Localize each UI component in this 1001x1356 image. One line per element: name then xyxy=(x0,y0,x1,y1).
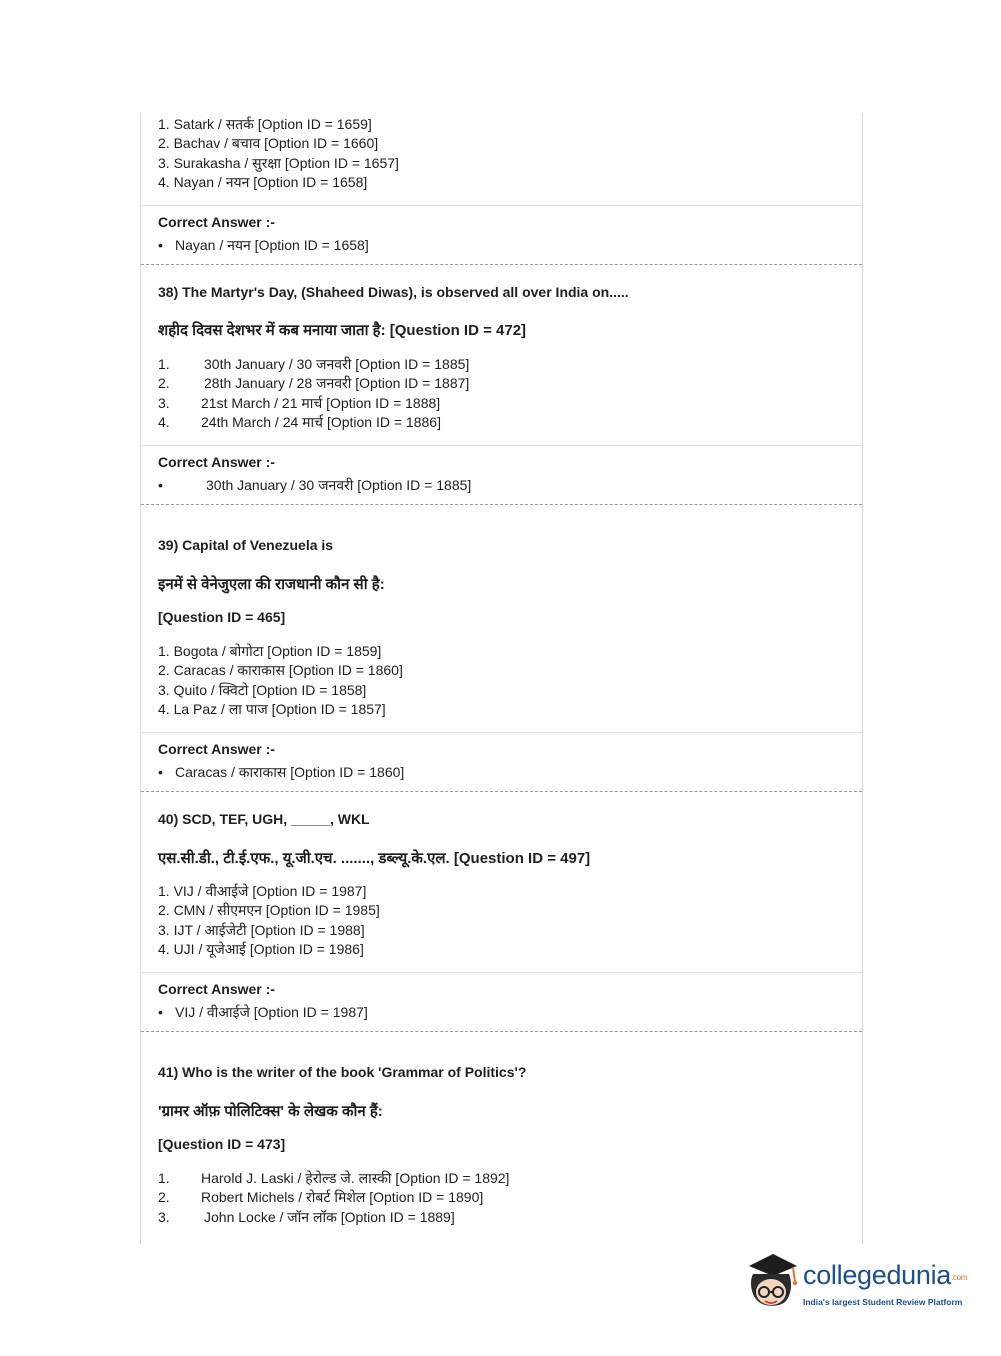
option-number: 3. xyxy=(158,1209,170,1225)
q39-correct-label: Correct Answer :- xyxy=(158,741,275,757)
q38-option-4 xyxy=(158,413,441,432)
bullet: • xyxy=(158,237,163,253)
logo-tagline: India's largest Student Review Platform xyxy=(803,1297,963,1307)
question-separator xyxy=(141,264,862,265)
question-separator xyxy=(141,504,862,505)
option-number: 4. xyxy=(158,414,170,430)
q38-option-1 xyxy=(158,355,469,374)
q40-option-3: 3. IJT / आईजेटी [Option ID = 1988] xyxy=(158,922,365,938)
q38-answer-text: 30th January / 30 जनवरी [Option ID = 1885] xyxy=(206,477,472,493)
mascot-icon xyxy=(745,1252,801,1314)
option-text: 30th January / 30 जनवरी [Option ID = 1885] xyxy=(204,356,470,372)
q41-option-3 xyxy=(158,1208,455,1227)
q40-answer xyxy=(158,1003,368,1022)
logo-wordmark xyxy=(803,1260,967,1291)
q39-option-3: 3. Quito / क्विटो [Option ID = 1858] xyxy=(158,682,367,698)
divider xyxy=(141,732,862,733)
q40-option-4: 4. UJI / यूजेआई [Option ID = 1986] xyxy=(158,941,364,957)
q40-option-1: 1. VIJ / वीआईजे [Option ID = 1987] xyxy=(158,883,367,899)
q40-option-2: 2. CMN / सीएमएन [Option ID = 1985] xyxy=(158,902,380,918)
question-separator xyxy=(141,1031,862,1032)
q38-hindi: शहीद दिवस देशभर में कब मनाया जाता है: [Question ID = 472] xyxy=(158,322,527,339)
q39-title: 39) Capital of Venezuela is xyxy=(158,537,334,553)
divider xyxy=(141,205,862,206)
option-text: 28th January / 28 जनवरी [Option ID = 1887] xyxy=(204,375,470,391)
logo-name: collegedunia xyxy=(803,1260,952,1290)
q41-hindi: 'ग्रामर ऑफ़ पोलिटिक्स' के लेखक कौन हैं: xyxy=(158,1103,383,1120)
q40-correct-label: Correct Answer :- xyxy=(158,981,275,997)
logo-domain: .com xyxy=(951,1273,968,1282)
q37-answer xyxy=(158,236,369,255)
q41-option-2 xyxy=(158,1188,483,1207)
q37-answer-text: Nayan / नयन [Option ID = 1658] xyxy=(175,237,369,253)
option-number: 2. xyxy=(158,375,170,391)
bullet: • xyxy=(158,477,163,493)
option-text: Harold J. Laski / हेरोल्ड जे. लास्की [Option ID = 1892] xyxy=(201,1170,510,1186)
bullet: • xyxy=(158,1004,163,1020)
q37-option-2: 2. Bachav / बचाव [Option ID = 1660] xyxy=(158,135,379,151)
divider xyxy=(141,445,862,446)
q38-answer xyxy=(158,476,471,495)
option-number: 1. xyxy=(158,1170,170,1186)
q37-option-3: 3. Surakasha / सुरक्षा [Option ID = 1657] xyxy=(158,155,399,171)
q38-option-2 xyxy=(158,374,469,393)
q38-correct-label: Correct Answer :- xyxy=(158,454,275,470)
bullet: • xyxy=(158,764,163,780)
option-text: 24th March / 24 मार्च [Option ID = 1886] xyxy=(201,414,441,430)
q40-title: 40) SCD, TEF, UGH, _____, WKL xyxy=(158,811,370,827)
q41-title: 41) Who is the writer of the book 'Grammar of Politics'? xyxy=(158,1064,527,1080)
option-text: Robert Michels / रोबर्ट मिशेल [Option ID = 1890] xyxy=(201,1189,484,1205)
q37-correct-label: Correct Answer :- xyxy=(158,214,275,230)
q41-option-1 xyxy=(158,1169,509,1188)
divider xyxy=(141,972,862,973)
q39-option-1: 1. Bogota / बोगोटा [Option ID = 1859] xyxy=(158,643,382,659)
q39-answer xyxy=(158,763,404,782)
q39-answer-text: Caracas / काराकास [Option ID = 1860] xyxy=(175,764,405,780)
question-paper xyxy=(140,113,863,1244)
option-text: 21st March / 21 मार्च [Option ID = 1888] xyxy=(201,395,441,411)
option-text: John Locke / जॉन लॉक [Option ID = 1889] xyxy=(204,1209,455,1225)
question-separator xyxy=(141,791,862,792)
option-number: 2. xyxy=(158,1189,170,1205)
q39-option-2: 2. Caracas / काराकास [Option ID = 1860] xyxy=(158,662,403,678)
q40-answer-text: VIJ / वीआईजे [Option ID = 1987] xyxy=(175,1004,368,1020)
q38-option-3 xyxy=(158,394,440,413)
q39-option-4: 4. La Paz / ला पाज [Option ID = 1857] xyxy=(158,701,386,717)
q39-hindi: इनमें से वेनेजुएला की राजधानी कौन सी है: xyxy=(158,576,385,593)
option-number: 1. xyxy=(158,356,170,372)
q39-question-id: [Question ID = 465] xyxy=(158,609,286,625)
q37-option-1: 1. Satark / सतर्क [Option ID = 1659] xyxy=(158,116,372,132)
q40-hindi: एस.सी.डी., टी.ई.एफ., यू.जी.एच. ......., डब्ल्यू.के.एल. [Question ID = 497] xyxy=(158,850,591,867)
q38-title: 38) The Martyr's Day, (Shaheed Diwas), is observed all over India on..... xyxy=(158,284,629,300)
q41-question-id: [Question ID = 473] xyxy=(158,1136,286,1152)
collegedunia-logo xyxy=(745,1252,970,1314)
q37-option-4: 4. Nayan / नयन [Option ID = 1658] xyxy=(158,174,368,190)
option-number: 3. xyxy=(158,395,170,411)
